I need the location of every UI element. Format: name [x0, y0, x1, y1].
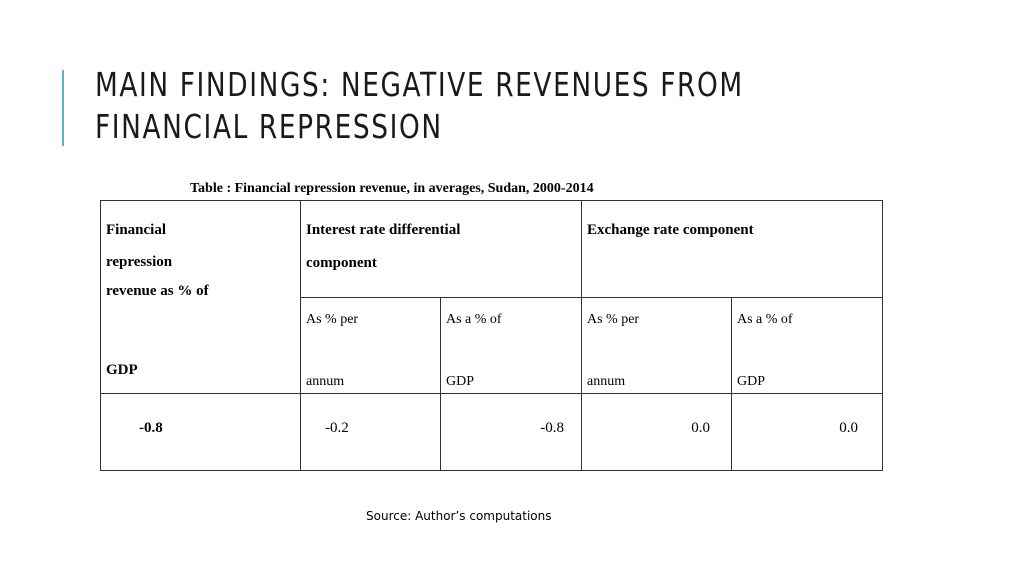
subheader-interest-annum: [301, 298, 441, 394]
value-exchange-gdp: 0.0: [839, 420, 858, 436]
subheader-exchange-annum: [582, 298, 732, 394]
source-note: Source: Author’s computations: [366, 509, 552, 523]
header-interest-line2: component: [306, 255, 377, 271]
value-interest-annum: -0.2: [325, 420, 349, 436]
value-interest-annum-cell: [301, 394, 441, 471]
subheader-exchange-annum-line2: annum: [587, 374, 626, 389]
slide-title: [95, 64, 767, 148]
subheader-exchange-gdp-line1: As a % of: [737, 312, 793, 327]
revenue-table: [100, 200, 883, 471]
header-financial-repression: [101, 201, 301, 394]
slide-title-line1: MAIN FINDINGS: NEGATIVE REVENUES FROM: [95, 65, 744, 104]
subheader-interest-annum-line2: annum: [306, 374, 345, 389]
header-fr-line2: repression: [106, 254, 173, 270]
value-exchange-gdp-cell: [732, 394, 883, 471]
header-fr-line4: GDP: [106, 362, 138, 378]
header-exchange-label: Exchange rate component: [587, 222, 754, 238]
value-interest-gdp-cell: [441, 394, 582, 471]
slide-title-line2: FINANCIAL REPRESSION: [95, 107, 443, 146]
subheader-exchange-gdp: [732, 298, 883, 394]
subheader-exchange-gdp-line2: GDP: [737, 374, 766, 389]
subheader-exchange-annum-line1: As % per: [587, 312, 640, 327]
subheader-interest-gdp: [441, 298, 582, 394]
header-exchange-rate: [582, 201, 883, 298]
table-caption: Table : Financial repression revenue, in averages, Sudan, 2000-2014: [190, 181, 594, 196]
value-exchange-annum: 0.0: [691, 420, 710, 436]
header-fr-line1: Financial: [106, 222, 167, 238]
subheader-interest-gdp-line1: As a % of: [446, 312, 502, 327]
value-fr-gdp-cell: [101, 394, 301, 471]
value-fr-gdp: -0.8: [139, 420, 163, 436]
subheader-interest-annum-line1: As % per: [306, 312, 359, 327]
subheader-interest-gdp-line2: GDP: [446, 374, 475, 389]
header-interest-rate: [301, 201, 582, 298]
header-interest-line1: Interest rate differential: [306, 222, 461, 238]
header-fr-line3: revenue as % of: [106, 283, 209, 299]
title-accent-bar: [62, 70, 64, 146]
value-exchange-annum-cell: [582, 394, 732, 471]
value-interest-gdp: -0.8: [540, 420, 564, 436]
